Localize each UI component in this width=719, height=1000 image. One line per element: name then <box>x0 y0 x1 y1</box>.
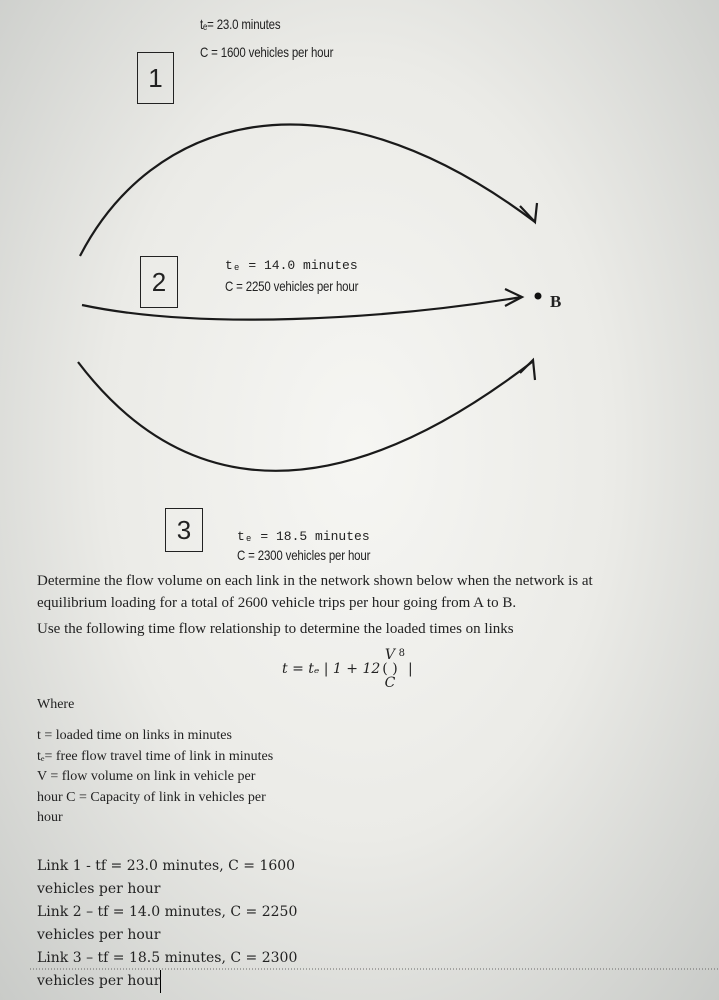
link-3-line-cont[interactable]: vehicles per hour <box>37 970 161 993</box>
link-list <box>37 855 297 993</box>
definition-t: t = loaded time on links in minutes <box>37 728 232 743</box>
definition-c: hour C = Capacity of link in vehicles per <box>37 789 266 805</box>
link-1-line: Link 1 - tf = 23.0 minutes, C = 1600 <box>37 858 296 874</box>
link-3-free-flow-time: tₑ = 18.5 minutes <box>237 529 370 544</box>
node-b-label: B <box>550 292 562 311</box>
definition-tf: tₑ= free flow travel time of link in minutes <box>37 748 274 764</box>
definitions <box>37 726 273 829</box>
formula-v: V <box>384 647 396 663</box>
link-3-line: Link 3 – tf = 18.5 minutes, C = 2300 <box>37 950 298 966</box>
link-2-capacity: C = 2250 vehicles per hour <box>225 278 359 294</box>
link-3-arrowhead <box>520 360 535 380</box>
problem-line-2: equilibrium loading for a total of 2600 vehicle trips per hour going from A to B. <box>37 595 517 611</box>
link-3-curve <box>78 362 532 471</box>
link-1-free-flow-time: tₑ= 23.0 minutes <box>200 16 281 32</box>
where-label: Where <box>37 697 75 712</box>
formula-closing-bar: | <box>408 661 413 677</box>
formula-fraction <box>382 648 397 690</box>
link-3-capacity: C = 2300 vehicles per hour <box>237 547 371 563</box>
link-2-free-flow-time: tₑ = 14.0 minutes <box>225 258 358 273</box>
definition-v: V = flow volume on link in vehicle per <box>37 769 256 784</box>
link-1-line-cont: vehicles per hour <box>37 881 161 897</box>
link-1-curve <box>80 125 535 256</box>
problem-line-1: Determine the flow volume on each link in the network shown below when the network is at <box>37 573 593 589</box>
link-1-label-box: 1 <box>137 52 174 104</box>
link-3-label-box: 3 <box>165 508 203 552</box>
link-2-label-box: 2 <box>140 256 178 308</box>
problem-line-3: Use the following time flow relationship to determine the loaded times on links <box>37 621 514 637</box>
node-b-dot <box>535 293 542 300</box>
formula-parentheses: ( ) <box>382 661 398 677</box>
formula-main: t = tₑ | 1 + 12 <box>282 661 381 677</box>
link-1-capacity: C = 1600 vehicles per hour <box>200 44 334 60</box>
link-2-line-cont: vehicles per hour <box>37 927 161 943</box>
link-2-line: Link 2 – tf = 14.0 minutes, C = 2250 <box>37 904 298 920</box>
definition-c-cont: hour <box>37 810 63 825</box>
formula <box>282 648 413 690</box>
formula-exponent: 8 <box>398 648 406 659</box>
formula-c: C <box>384 675 396 691</box>
